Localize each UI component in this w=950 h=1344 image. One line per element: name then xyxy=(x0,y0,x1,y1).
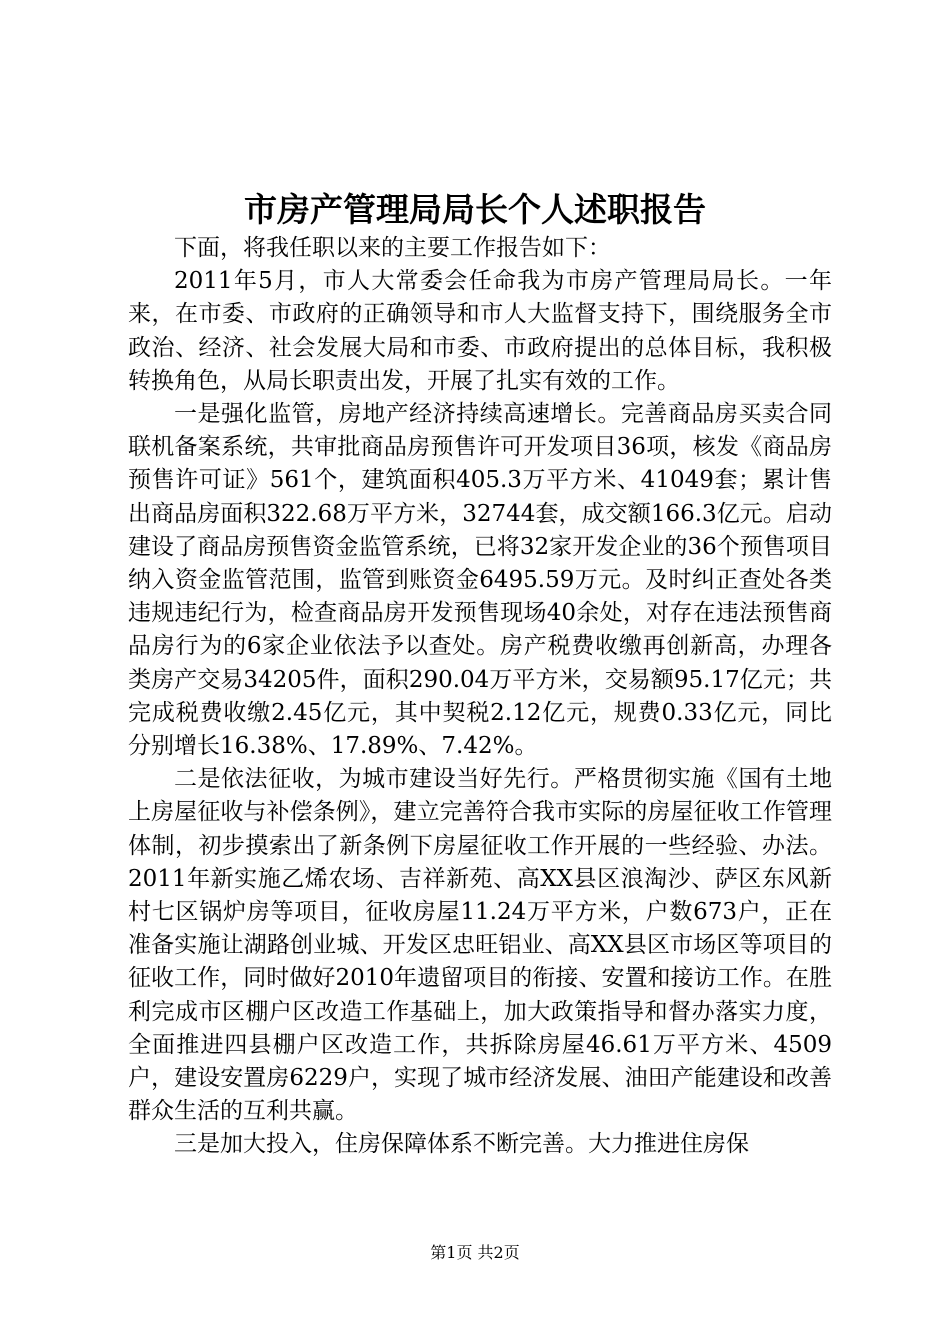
paragraph-housing-security: 三是加大投入，住房保障体系不断完善。大力推进住房保 xyxy=(174,1131,749,1158)
paragraph-appointment: 2011年5月，市人大常委会任命我为市房产管理局局长。一年来，在市委、市政府的正确领导和市人大监督支持下，围绕服务全市政治、经济、社会发展大局和市委、市政府提出的总体目标，我积极转换角色，从局长职责出发，开展了扎实有效的工作。 xyxy=(128,268,832,394)
paragraph-supervision: 一是强化监管，房地产经济持续高速增长。完善商品房买卖合同联机备案系统，共审批商品房预售许可开发项目36项，核发《商品房预售许可证》561个，建筑面积405.3万平方米、41049套；累计售出商品房面积322.68万平方米，32744套，成交额166.3亿元。启动建设了商品房预售资金监管系统，已将32家开发企业的36个预售项目纳入资金监管范围，监管到账资金6495.59万元。及时纠正查处各类违规违纪行为，检查商品房开发预售现场40余处，对存在违法预售商品房行为的6家企业依法予以查处。房产税费收缴再创新高，办理各类房产交易34205件，面积290.04万平方米，交易额95.17亿元；共完成税费收缴2.45亿元，其中契税2.12亿元，规费0.33亿元，同比分别增长16.38%、17.89%、7.42%。 xyxy=(128,401,832,760)
document-title: 市房产管理局局长个人述职报告 xyxy=(244,190,706,229)
paragraph-intro: 下面，将我任职以来的主要工作报告如下： xyxy=(174,235,611,261)
paragraph-expropriation: 二是依法征收，为城市建设当好先行。严格贯彻实施《国有土地上房屋征收与补偿条例》，建立完善符合我市实际的房屋征收工作管理体制，初步摸索出了新条例下房屋征收工作开展的一些经验、办法。2011年新实施乙烯农场、吉祥新苑、高XX县区浪淘沙、萨区东风新村七区锅炉房等项目，征收房屋11.24万平方米，户数673户，正在准备实施让湖路创业城、开发区忠旺铝业、高XX县区市场区等项目的征收工作，同时做好2010年遗留项目的衔接、安置和接访工作。在胜利完成市区棚户区改造工作基础上，加大政策指导和督办落实力度，全面推进四县棚户区改造工作，共拆除房屋46.61万平方米、4509户，建设安置房6229户，实现了城市经济发展、油田产能建设和改善群众生活的互利共赢。 xyxy=(128,766,832,1125)
page-footer: 第1页 共2页 xyxy=(430,1243,520,1262)
document-body xyxy=(128,232,832,1162)
